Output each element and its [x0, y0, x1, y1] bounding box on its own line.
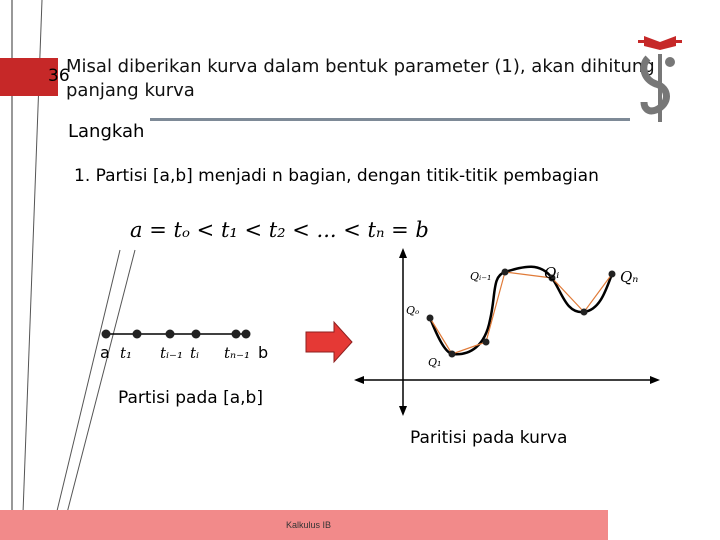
label-a: a [100, 343, 110, 362]
title-line-2: panjang kurva [66, 80, 195, 101]
label-q1: Q₁ [428, 356, 442, 369]
point-a [102, 330, 111, 339]
point-q0 [427, 315, 434, 322]
point-mid [483, 339, 490, 346]
point-t1 [133, 330, 142, 339]
label-qi: Qᵢ [544, 264, 560, 282]
caption-left: Partisi pada [a,b] [118, 388, 263, 408]
left-diagonal-line [50, 250, 120, 540]
right-arrow-icon [306, 322, 352, 362]
label-ti-1: tᵢ₋₁ [160, 344, 183, 362]
university-logo [636, 32, 684, 124]
point-ti [192, 330, 201, 339]
parametric-curve [406, 264, 638, 369]
point-q-after [581, 309, 588, 316]
caption-right: Paritisi pada kurva [410, 428, 568, 448]
point-q1 [449, 351, 456, 358]
title-underline [150, 118, 630, 121]
subheading: Langkah [68, 121, 145, 142]
point-tn-1 [232, 330, 241, 339]
label-tn-1: tₙ₋₁ [224, 344, 251, 362]
point-ti-1 [166, 330, 175, 339]
label-ti: tᵢ [190, 344, 200, 362]
point-qi-1 [502, 269, 509, 276]
partition-formula: a = tₒ < t₁ < t₂ < ... < tₙ = b [130, 218, 429, 242]
label-q0: Qₒ [406, 304, 420, 317]
step-text: 1. Partisi [a,b] menjadi n bagian, dengan titik-titik pembagian [74, 166, 599, 186]
label-qn: Qₙ [620, 268, 639, 286]
label-t1: t₁ [120, 344, 133, 362]
slide-number: 36 [48, 66, 70, 86]
number-line [100, 330, 268, 363]
title-line-1: Misal diberikan kurva dalam bentuk parameter (1), akan dihitung [66, 56, 655, 77]
point-qn [609, 271, 616, 278]
footer-text: Kalkulus IB [286, 520, 332, 530]
label-qi-1: Qᵢ₋₁ [470, 270, 492, 283]
point-b [242, 330, 251, 339]
label-b: b [258, 343, 269, 362]
